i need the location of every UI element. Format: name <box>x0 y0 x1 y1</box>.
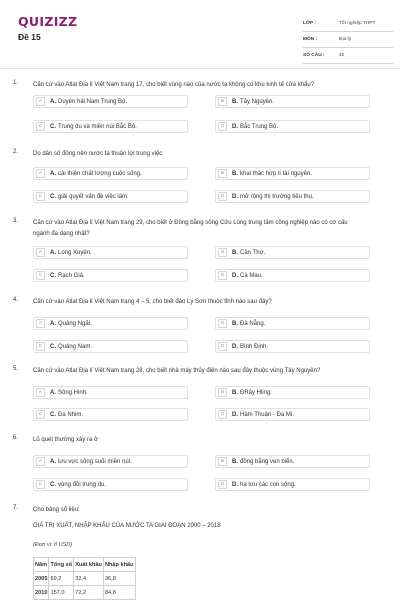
page-title: Đề 15 <box>18 32 41 42</box>
option-text: Long Xuyên. <box>58 249 92 256</box>
worksheet-header <box>0 0 400 66</box>
table-cell: 72,2 <box>74 586 104 600</box>
option-label: D. <box>232 343 238 350</box>
option-letter: C <box>36 480 45 489</box>
question-number: 1. <box>13 80 19 86</box>
option-text: mở rộng thị trường tiêu thụ. <box>240 193 314 200</box>
option-text: ĐRây Hling. <box>240 389 273 396</box>
table-cell: 2010 <box>34 586 49 600</box>
option-label: A. <box>50 98 56 105</box>
option-label: B. <box>232 249 238 256</box>
option-letter: D <box>218 192 227 201</box>
option-a[interactable] <box>33 455 188 468</box>
option-text: Quảng Ngãi. <box>58 320 92 327</box>
option-d[interactable] <box>215 408 370 421</box>
option-letter: B <box>218 169 227 178</box>
option-a[interactable] <box>33 167 188 180</box>
table-header-row <box>34 558 136 572</box>
table-title: GIÁ TRỊ XUẤT, NHẬP KHẨU CỦA NƯỚC TA GIAI ĐOẠN 2000 – 2018 <box>33 523 221 529</box>
question-number: 5. <box>13 366 19 372</box>
option-letter: D <box>218 271 227 280</box>
option-letter: D <box>218 122 227 131</box>
option-text: hạ lưu các con sông. <box>240 481 296 488</box>
option-c[interactable] <box>33 190 188 203</box>
option-c[interactable] <box>33 269 188 282</box>
meta-row-class <box>303 16 393 32</box>
meta-value: 40 <box>339 53 345 58</box>
option-label: C. <box>50 193 56 200</box>
table-header-cell: Xuất khẩu <box>74 558 104 572</box>
table-cell: 157,0 <box>49 586 74 600</box>
option-text: Đa Nhim. <box>58 411 84 418</box>
question-text: Lũ quét thường xảy ra ở <box>33 437 98 443</box>
option-b[interactable] <box>215 317 370 330</box>
option-text: Hàm Thuận - Đa Mi. <box>240 411 294 418</box>
option-text: Rạch Giá. <box>58 272 85 279</box>
option-text: Bình Định. <box>240 343 269 350</box>
option-letter: A <box>36 169 45 178</box>
option-label: A. <box>50 170 56 177</box>
option-letter: B <box>218 97 227 106</box>
option-label: B. <box>232 170 238 177</box>
option-c[interactable] <box>33 408 188 421</box>
option-letter: B <box>218 457 227 466</box>
meta-value: Địa lý <box>339 37 351 42</box>
option-b[interactable] <box>215 386 370 399</box>
option-text: cải thiện chất lượng cuộc sống. <box>58 170 142 177</box>
option-text: giải quyết vấn đề việc làm. <box>58 193 129 200</box>
option-letter: A <box>36 248 45 257</box>
option-label: B. <box>232 458 238 465</box>
option-letter: D <box>218 410 227 419</box>
table-cell: 36,8 <box>103 572 135 586</box>
option-label: A. <box>50 389 56 396</box>
option-b[interactable] <box>215 455 370 468</box>
meta-row-subject <box>303 32 393 48</box>
option-a[interactable] <box>33 386 188 399</box>
header-divider <box>0 68 400 69</box>
option-d[interactable] <box>215 120 370 133</box>
option-text: lưu vực sông suối miền núi. <box>58 458 132 465</box>
option-label: B. <box>232 389 238 396</box>
option-label: B. <box>232 320 238 327</box>
option-letter: A <box>36 388 45 397</box>
option-label: C. <box>50 343 56 350</box>
question-text: Căn cứ vào Atlat Địa lí Việt Nam trang 17, cho biết vùng nào của nước ta không có khu kinh tế cửa khẩu? <box>33 82 315 88</box>
option-d[interactable] <box>215 190 370 203</box>
question-text: Căn cứ vào Atlat Địa lí Việt Nam trang 4 – 5, cho biết đảo Lý Sơn thuộc tỉnh nào sau đây? <box>33 299 272 305</box>
option-d[interactable] <box>215 340 370 353</box>
option-text: Cà Mau. <box>240 272 263 279</box>
option-text: Đà Nẵng. <box>240 320 266 327</box>
option-label: D. <box>232 272 238 279</box>
option-letter: B <box>218 248 227 257</box>
meta-key: MÔN : <box>303 37 318 42</box>
option-a[interactable] <box>33 246 188 259</box>
table-cell: 2005 <box>34 572 49 586</box>
question-text: Căn cứ vào Atlat Địa lí Việt Nam trang 29, cho biết ở Đồng bằng sông Cửu Long trung tâm công nghiệp nào có cơ cấu ngành đa dạng nhất? <box>33 220 348 237</box>
option-letter: C <box>36 410 45 419</box>
option-letter: A <box>36 319 45 328</box>
option-label: D. <box>232 193 238 200</box>
option-label: A. <box>50 458 56 465</box>
option-text: Sông Hinh. <box>58 389 88 396</box>
option-text: Cần Thơ. <box>240 249 266 256</box>
question-number: 2. <box>13 149 19 155</box>
option-label: C. <box>50 272 56 279</box>
option-letter: B <box>218 388 227 397</box>
option-label: A. <box>50 249 56 256</box>
question-text: Căn cứ vào Atlat Địa lí Việt Nam trang 28, cho biết nhà máy thủy điện nào sau đây thuộc vùng Tây Nguyên? <box>33 368 321 374</box>
question-number: 3. <box>13 218 19 224</box>
option-a[interactable] <box>33 95 188 108</box>
option-letter: C <box>36 342 45 351</box>
table-cell: 69,2 <box>49 572 74 586</box>
table-cell: 84,8 <box>103 586 135 600</box>
option-letter: C <box>36 122 45 131</box>
option-c[interactable] <box>33 478 188 491</box>
option-text: Duyên hải Nam Trung Bộ. <box>58 98 128 105</box>
question-text: Cho bảng số liệu: <box>33 507 80 513</box>
option-letter: D <box>218 480 227 489</box>
option-letter: C <box>36 192 45 201</box>
table-header-cell: Năm <box>34 558 49 572</box>
option-text: Trung du và miền núi Bắc Bộ. <box>58 123 137 130</box>
option-letter: A <box>36 457 45 466</box>
option-b[interactable] <box>215 246 370 259</box>
meta-value: Tốt nghiệp THPT <box>339 21 376 26</box>
option-label: C. <box>50 411 56 418</box>
table-cell: 32,4 <box>74 572 104 586</box>
table-unit: (Đơn vị: tỉ USD) <box>33 542 73 548</box>
table-row <box>34 572 136 586</box>
option-text: đồng bằng ven biển. <box>240 458 295 465</box>
table-row <box>34 586 136 600</box>
option-label: B. <box>232 98 238 105</box>
option-text: khai thác hợp lí tài nguyên. <box>240 170 312 177</box>
option-letter: C <box>36 271 45 280</box>
meta-row-count <box>303 48 393 64</box>
option-letter: D <box>218 342 227 351</box>
option-a[interactable] <box>33 317 188 330</box>
option-d[interactable] <box>215 269 370 282</box>
option-letter: A <box>36 97 45 106</box>
option-label: D. <box>232 481 238 488</box>
option-text: Tây Nguyên. <box>240 98 275 105</box>
option-text: vùng đồi trung du. <box>58 481 107 488</box>
option-letter: B <box>218 319 227 328</box>
question-text: Do dân số đông nên nước ta thuận lợi trong việc <box>33 151 163 157</box>
question-number: 6. <box>13 435 19 441</box>
option-label: C. <box>50 123 56 130</box>
meta-key: SỐ CÂU : <box>303 53 325 58</box>
option-label: D. <box>232 123 238 130</box>
meta-info <box>303 16 393 64</box>
option-c[interactable] <box>33 340 188 353</box>
question-number: 4. <box>13 297 19 303</box>
data-table <box>33 557 136 600</box>
question-number: 7. <box>13 505 19 511</box>
option-label: C. <box>50 481 56 488</box>
table-header-cell: Tổng số <box>49 558 74 572</box>
option-b[interactable] <box>215 95 370 108</box>
option-text: Bắc Trung Bộ. <box>240 123 279 130</box>
meta-key: LỚP : <box>303 21 317 26</box>
table-header-cell: Nhập khẩu <box>103 558 135 572</box>
option-text: Quảng Nam. <box>58 343 93 350</box>
option-label: A. <box>50 320 56 327</box>
option-d[interactable] <box>215 478 370 491</box>
option-label: D. <box>232 411 238 418</box>
option-b[interactable] <box>215 167 370 180</box>
quizizz-logo: QUIZIZZ <box>18 14 78 29</box>
option-c[interactable] <box>33 120 188 133</box>
